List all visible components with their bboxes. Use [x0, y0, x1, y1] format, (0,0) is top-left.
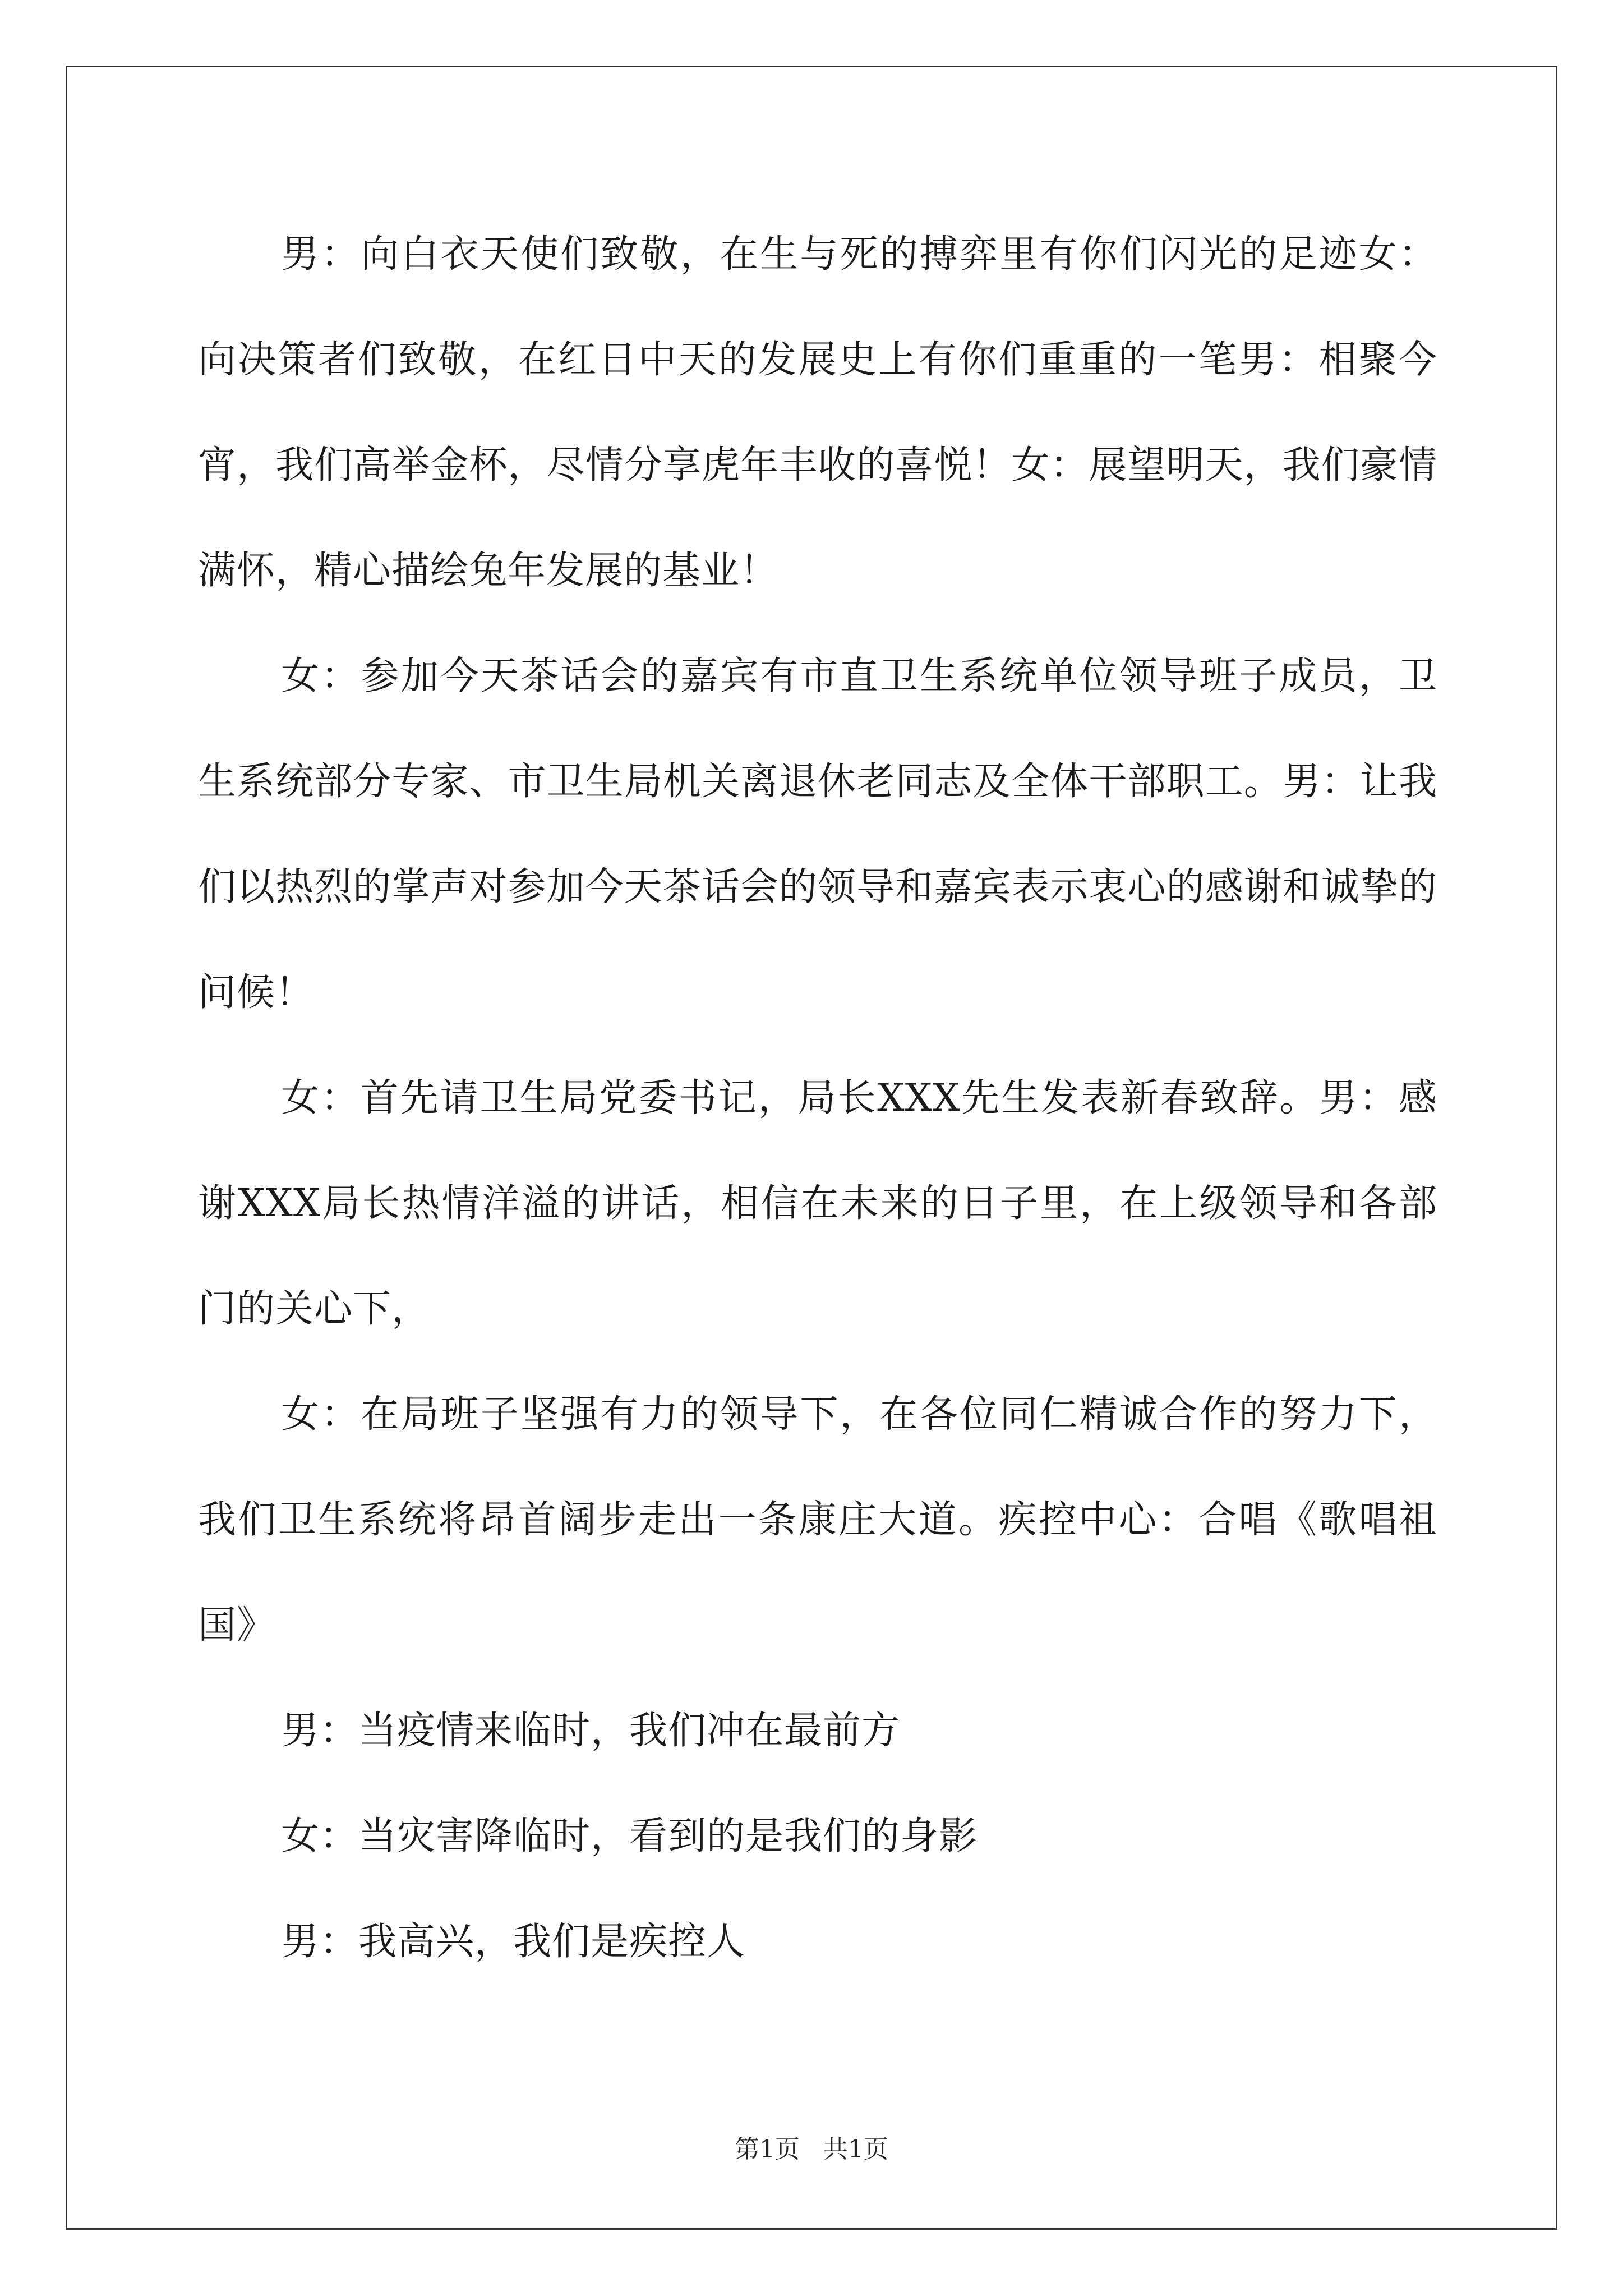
paragraph: 女：首先请卫生局党委书记，局长XXX先生发表新春致辞。男：感谢XXX局长热情洋溢的讲话，相信在未来的日子里，在上级领导和各部门的关心下，	[198, 1076, 1437, 1331]
paragraph: 女：当灾害降临时，看到的是我们的身影	[281, 1814, 978, 1858]
paragraph: 女：参加今天茶话会的嘉宾有市直卫生系统单位领导班子成员，卫生系统部分专家、市卫生局机关离退休老同志及全体干部职工。男：让我们以热烈的掌声对参加今天茶话会的领导和嘉宾表示衷心的感谢和诚挚的问候！	[198, 654, 1437, 1015]
page-number-footer: 第1页 共1页	[735, 2135, 888, 2164]
paragraph: 男：当疫情来临时，我们冲在最前方	[281, 1709, 901, 1753]
paragraph: 女：在局班子坚强有力的领导下，在各位同仁精诚合作的努力下，我们卫生系统将昂首阔步走出一条康庄大道。疾控中心：合唱《歌唱祖国》	[198, 1392, 1437, 1648]
paragraph: 男：我高兴，我们是疾控人	[281, 1920, 746, 1964]
document-body	[198, 202, 1437, 1995]
paragraph: 男：向白衣天使们致敬，在生与死的搏弈里有你们闪光的足迹女：向决策者们致敬，在红日中天的发展史上有你们重重的一笔男：相聚今宵，我们高举金杯，尽情分享虎年丰收的喜悦！女：展望明天，我们豪情满怀，精心描绘兔年发展的基业！	[198, 232, 1437, 593]
